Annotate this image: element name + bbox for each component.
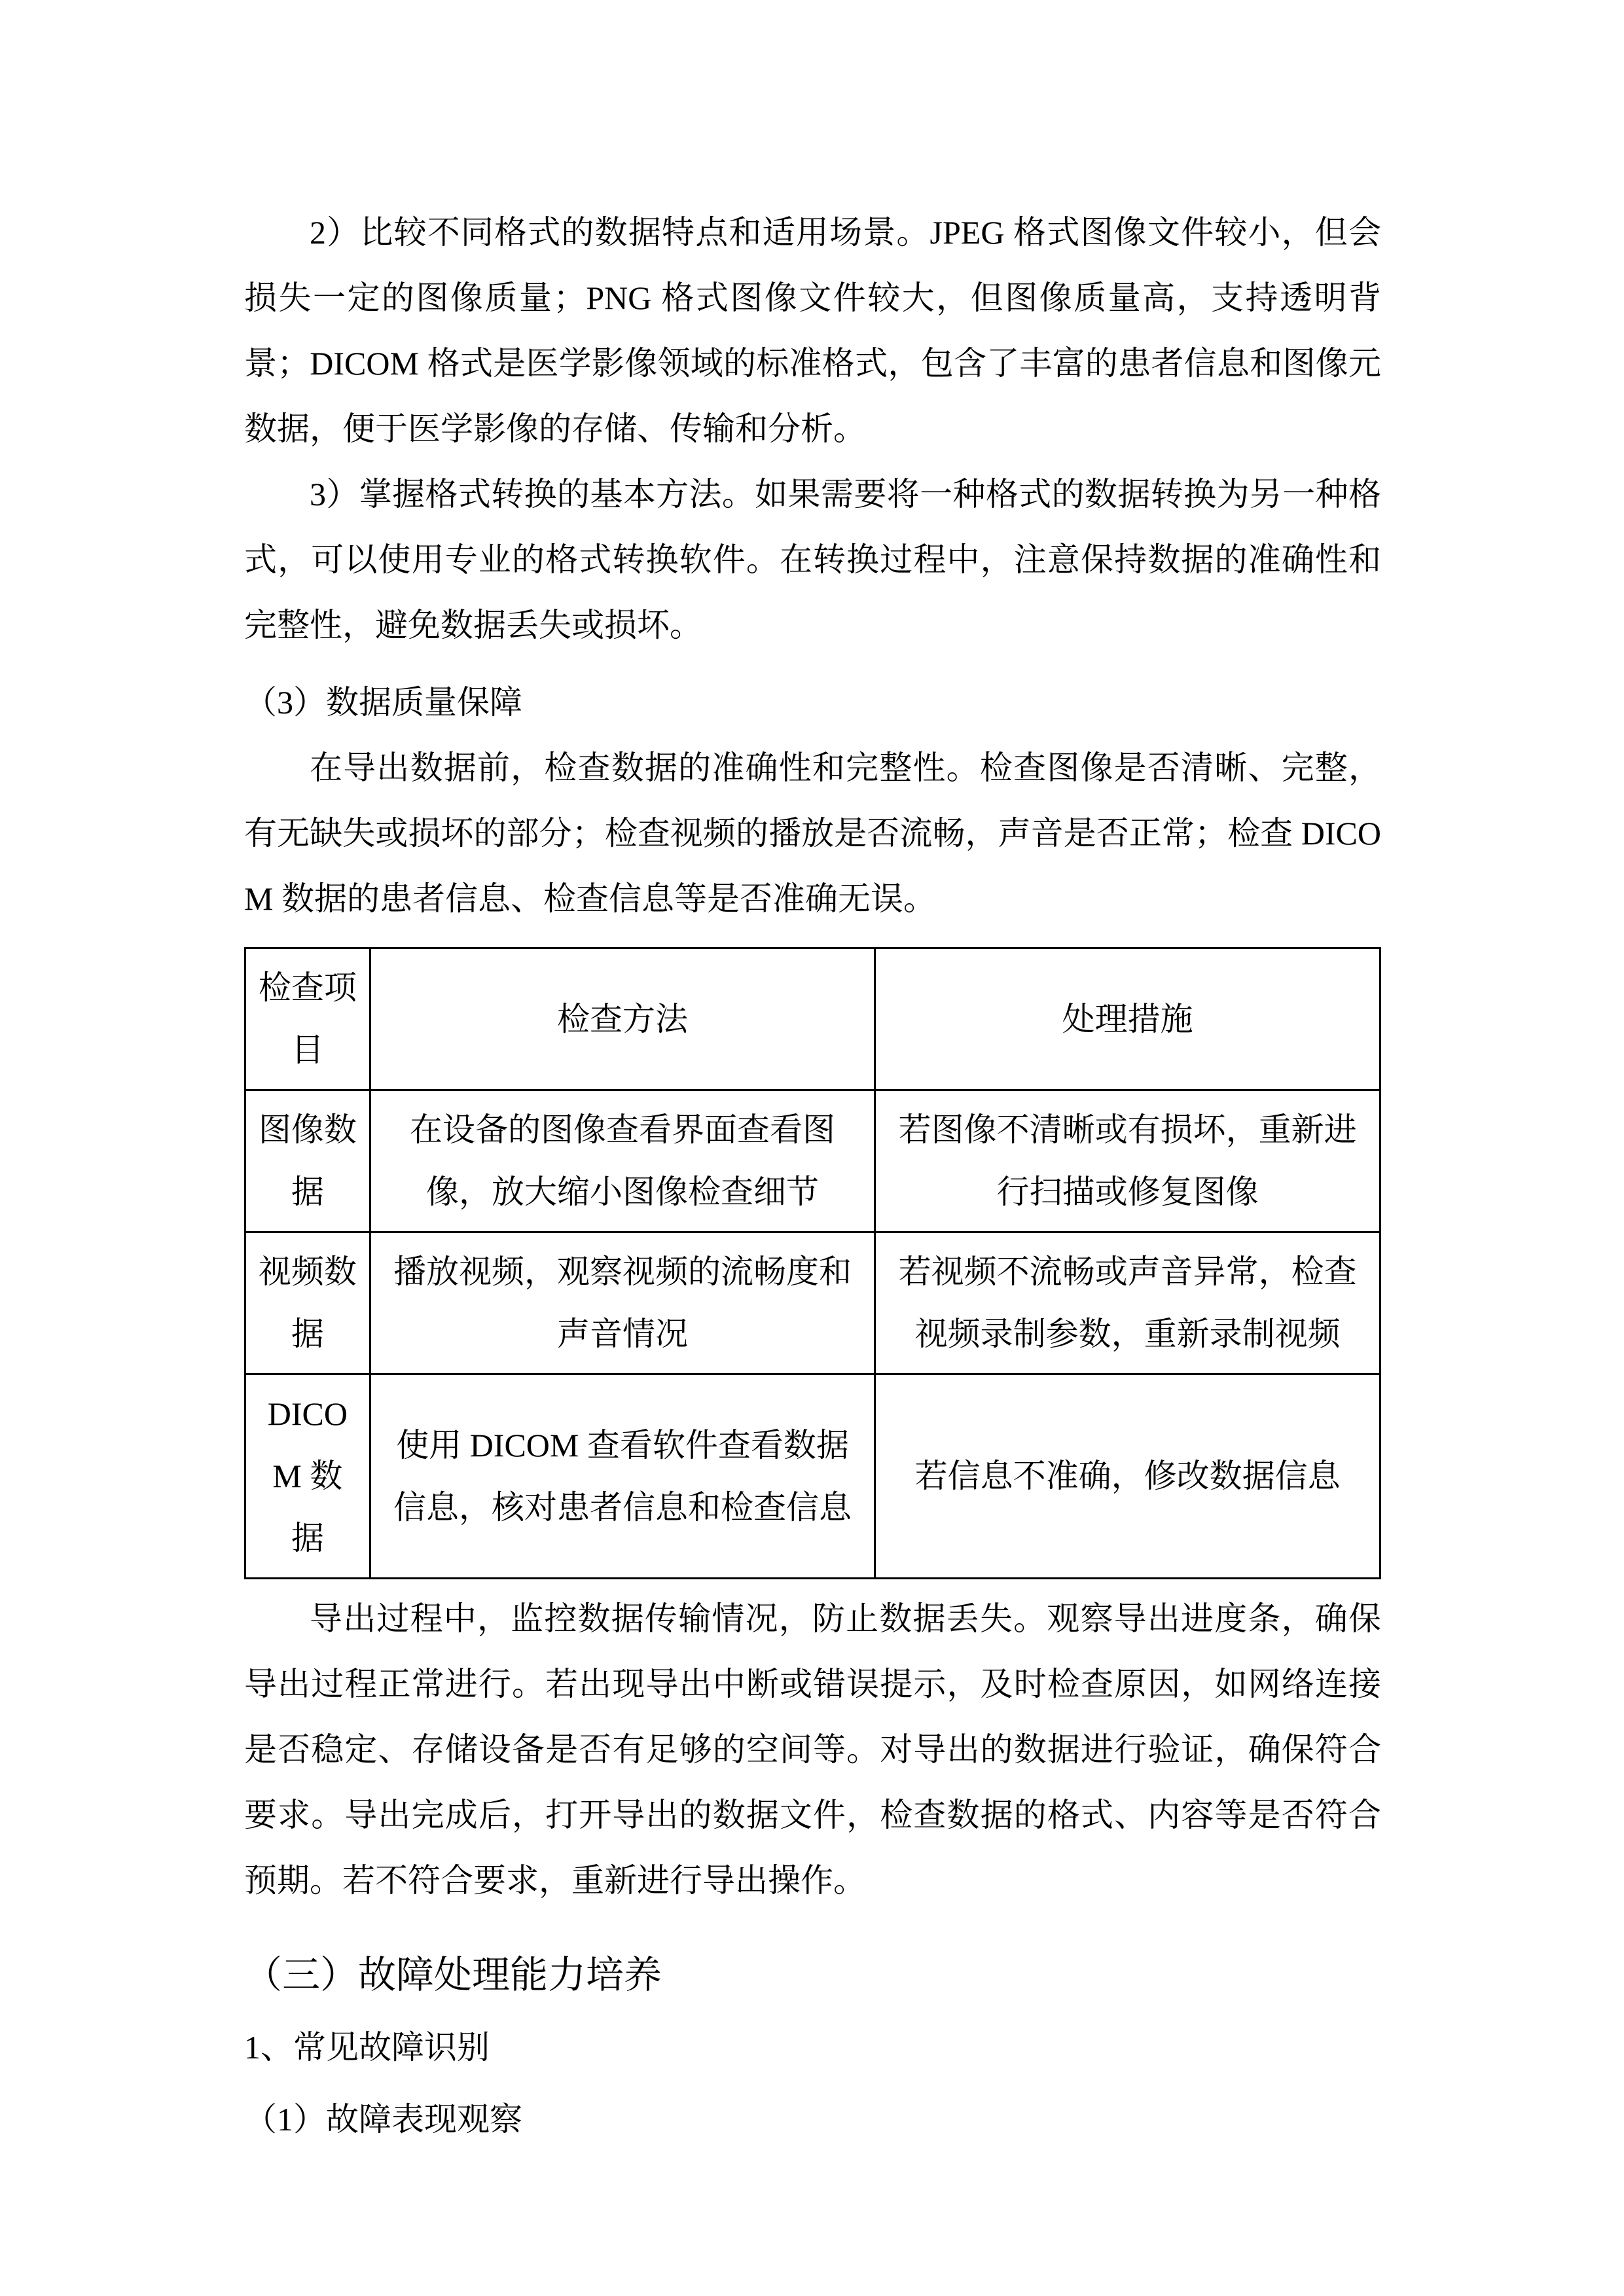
table-cell-action: 若信息不准确，修改数据信息 [875,1374,1380,1579]
paragraph-export-monitoring: 导出过程中，监控数据传输情况，防止数据丢失。观察导出进度条，确保导出过程正常进行。若出现导出中断或错误提示，及时检查原因，如网络连接是否稳定、存储设备是否有足够的空间等。对导出的数据进行验证，确保符合要求。导出完成后，打开导出的数据文件，检查数据的格式、内容等是否符合预期。若不符合要求，重新进行导出操作。 [244,1600,1381,1899]
heading-fault-handling: （三）故障处理能力培养 [244,1954,662,1996]
subheading-common-fault-identification: 1、常见故障识别 [244,2029,490,2066]
table-cell-method: 使用 DICOM 查看软件查看数据信息，核对患者信息和检查信息 [370,1374,875,1579]
table-header-row [245,948,1380,1090]
table-row-dicom-data [245,1374,1380,1579]
paragraph-format-conversion: 3）掌握格式转换的基本方法。如果需要将一种格式的数据转换为另一种格式，可以使用专业的格式转换软件。在转换过程中，注意保持数据的准确性和完整性，避免数据丢失或损坏。 [244,476,1381,643]
table-header-check-item: 检查项目 [245,948,370,1090]
table-header-check-method: 检查方法 [370,948,875,1090]
document-page [244,200,1381,2155]
subheading-fault-observation: （1）故障表现观察 [244,2101,522,2138]
quality-check-table [244,947,1381,1579]
table-cell-item: 视频数据 [245,1232,370,1374]
table-cell-method: 播放视频，观察视频的流畅度和声音情况 [370,1232,875,1374]
table-row-video-data [245,1232,1380,1374]
table-cell-action: 若图像不清晰或有损坏，重新进行扫描或修复图像 [875,1090,1380,1232]
paragraph-format-comparison: 2）比较不同格式的数据特点和适用场景。JPEG 格式图像文件较小，但会损失一定的图像质量；PNG 格式图像文件较大，但图像质量高，支持透明背景；DICOM 格式是医学影像领域的标准格式，包含了丰富的患者信息和图像元数据，便于医学影像的存储、传输和分析。 [244,214,1381,447]
table-cell-item: DICOM 数据 [245,1374,370,1579]
table-cell-item: 图像数据 [245,1090,370,1232]
table-row-image-data [245,1090,1380,1232]
table-header-handling-measure: 处理措施 [875,948,1380,1090]
table-cell-action: 若视频不流畅或声音异常，检查视频录制参数，重新录制视频 [875,1232,1380,1374]
paragraph-quality-intro: 在导出数据前，检查数据的准确性和完整性。检查图像是否清晰、完整，有无缺失或损坏的部分；检查视频的播放是否流畅，声音是否正常；检查 DICOM 数据的患者信息、检查信息等是否准确无误。 [244,749,1381,917]
heading-data-quality: （3）数据质量保障 [244,684,522,721]
table-cell-method: 在设备的图像查看界面查看图像，放大缩小图像检查细节 [370,1090,875,1232]
